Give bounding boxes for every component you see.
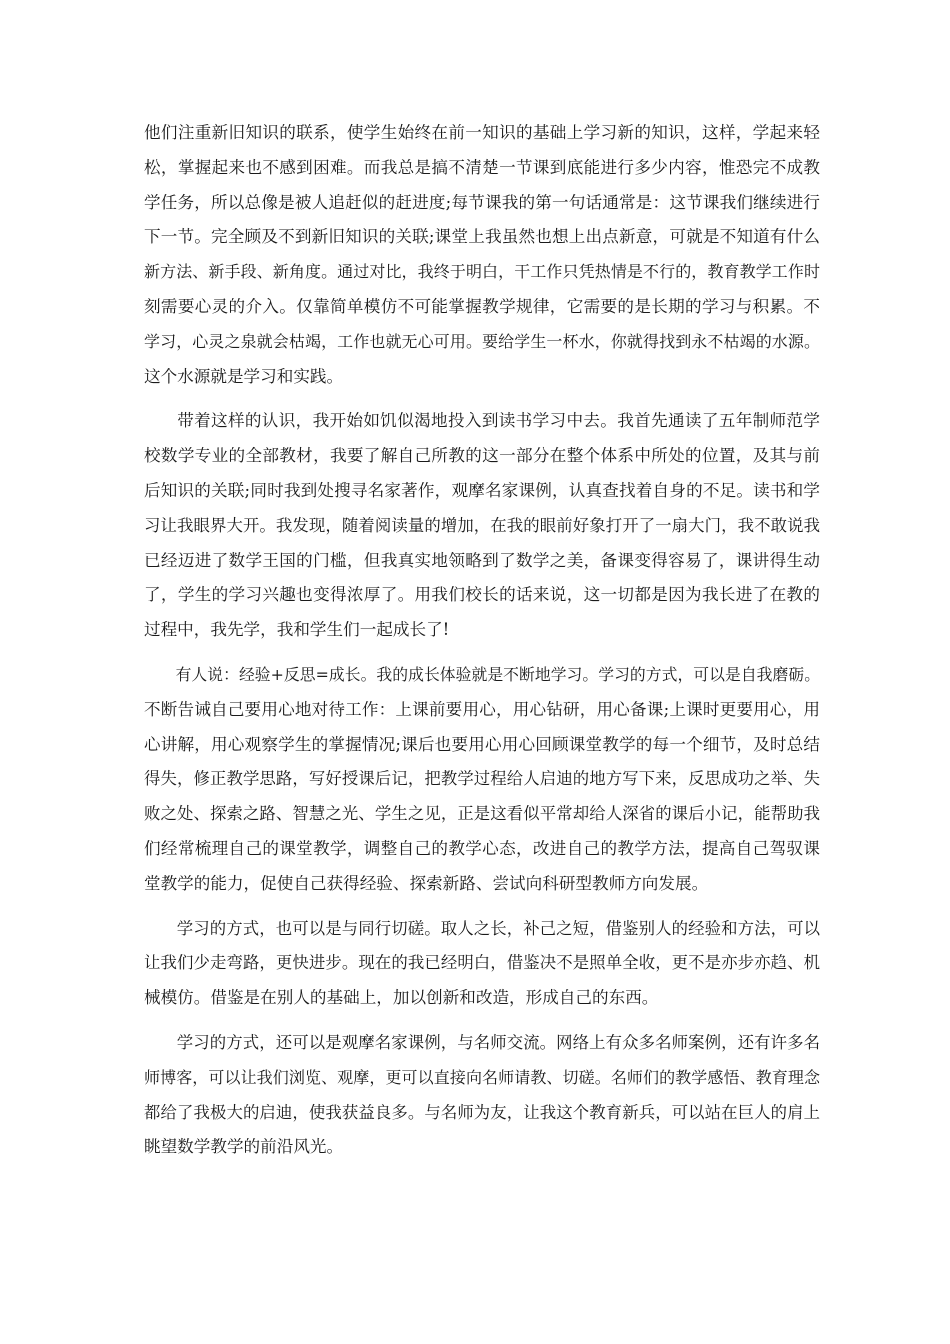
- text-line: 他们注重新旧知识的联系，使学生始终在前一知识的基础上学习新的知识，这样，学起来轻: [144, 123, 820, 142]
- text-line: 械模仿。借鉴是在别人的基础上，加以创新和改造，形成自己的东西。: [144, 988, 659, 1008]
- text-line: 们经常梳理自己的课堂教学，调整自己的教学心态，改进自己的教学方法，提高自己驾驭课: [144, 838, 820, 858]
- text-line: 心讲解，用心观察学生的掌握情况;课后也要用心用心回顾课堂教学的每一个细节，及时总结: [144, 734, 820, 754]
- paragraph-1: [144, 116, 820, 394]
- text-line: 已经迈进了数学王国的门槛，但我真实地领略到了数学之美，备课变得容易了，课讲得生动: [144, 550, 820, 570]
- text-line: 带着这样的认识，我开始如饥似渴地投入到读书学习中去。我首先通读了五年制师范学: [177, 411, 820, 431]
- text-line: 习让我眼界大开。我发现，随着阅读量的增加，在我的眼前好象打开了一扇大门，我不敢说我: [144, 515, 820, 535]
- text-line: 下一节。完全顾及不到新旧知识的关联;课堂上我虽然也想上出点新意，可就是不知道有什么: [144, 227, 820, 247]
- text-line: 不断告诫自己要用心地对待工作：上课前要用心，用心钻研，用心备课;上课时更要用心，用: [144, 699, 820, 719]
- paragraph-4: [144, 912, 820, 1016]
- text-line: 学任务，所以总像是被人追赶似的赶进度;每节课我的第一句话通常是：这节课我们继续进行: [144, 192, 820, 212]
- paragraph-5: [144, 1026, 820, 1165]
- text-line: 眺望数学教学的前沿风光。: [144, 1137, 344, 1157]
- text-line: 了，学生的学习兴趣也变得浓厚了。用我们校长的话来说，这一切都是因为我长进了在教的: [144, 585, 820, 605]
- text-line: 都给了我极大的启迪，使我获益良多。与名师为友，让我这个教育新兵，可以站在巨人的肩上: [144, 1102, 820, 1122]
- text-line: 师博客，可以让我们浏览、观摩，更可以直接向名师请教、切磋。名师们的教学感悟、教育理念: [144, 1067, 820, 1087]
- paragraph-2: [144, 404, 820, 648]
- text-line: 让我们少走弯路，更快进步。现在的我已经明白，借鉴决不是照单全收，更不是亦步亦趋、机: [144, 953, 820, 973]
- text-line: 败之处、探索之路、智慧之光、学生之见，正是这看似平常却给人深省的课后小记，能帮助我: [144, 804, 820, 824]
- text-line: 学习，心灵之泉就会枯竭，工作也就无心可用。要给学生一杯水，你就得找到永不枯竭的水源。: [144, 331, 820, 351]
- text-line: 校数学专业的全部教材，我要了解自己所教的这一部分在整个体系中所处的位置，及其与前: [144, 446, 820, 466]
- text-line: 堂教学的能力，促使自己获得经验、探索新路、尝试向科研型教师方向发展。: [144, 873, 709, 893]
- text-line: 有人说：经验+反思=成长。我的成长体验就是不断地学习。学习的方式，可以是自我磨砺。: [175, 664, 820, 684]
- paragraph-3: [144, 658, 820, 902]
- text-line: 这个水源就是学习和实践。: [144, 366, 344, 386]
- text-line: 后知识的关联;同时我到处搜寻名家著作，观摩名家课例，认真查找着自身的不足。读书和学: [144, 480, 820, 500]
- text-line: 松，掌握起来也不感到困难。而我总是搞不清楚一节课到底能进行多少内容，惟恐完不成教: [144, 157, 820, 177]
- text-line: 得失，修正教学思路，写好授课后记，把教学过程给人启迪的地方写下来，反思成功之举、失: [144, 769, 820, 789]
- text-line: 过程中，我先学，我和学生们一起成长了!: [144, 620, 450, 640]
- text-line: 刻需要心灵的介入。仅靠简单模仿不可能掌握教学规律，它需要的是长期的学习与积累。不: [144, 296, 820, 316]
- text-line: 新方法、新手段、新角度。通过对比，我终于明白，干工作只凭热情是不行的，教育教学工作时: [144, 262, 820, 282]
- document-page: [144, 116, 820, 1175]
- text-line: 学习的方式，也可以是与同行切磋。取人之长，补己之短，借鉴别人的经验和方法，可以: [176, 918, 820, 938]
- text-line: 学习的方式，还可以是观摩名家课例，与名师交流。网络上有众多名师案例，还有许多名: [176, 1032, 820, 1052]
